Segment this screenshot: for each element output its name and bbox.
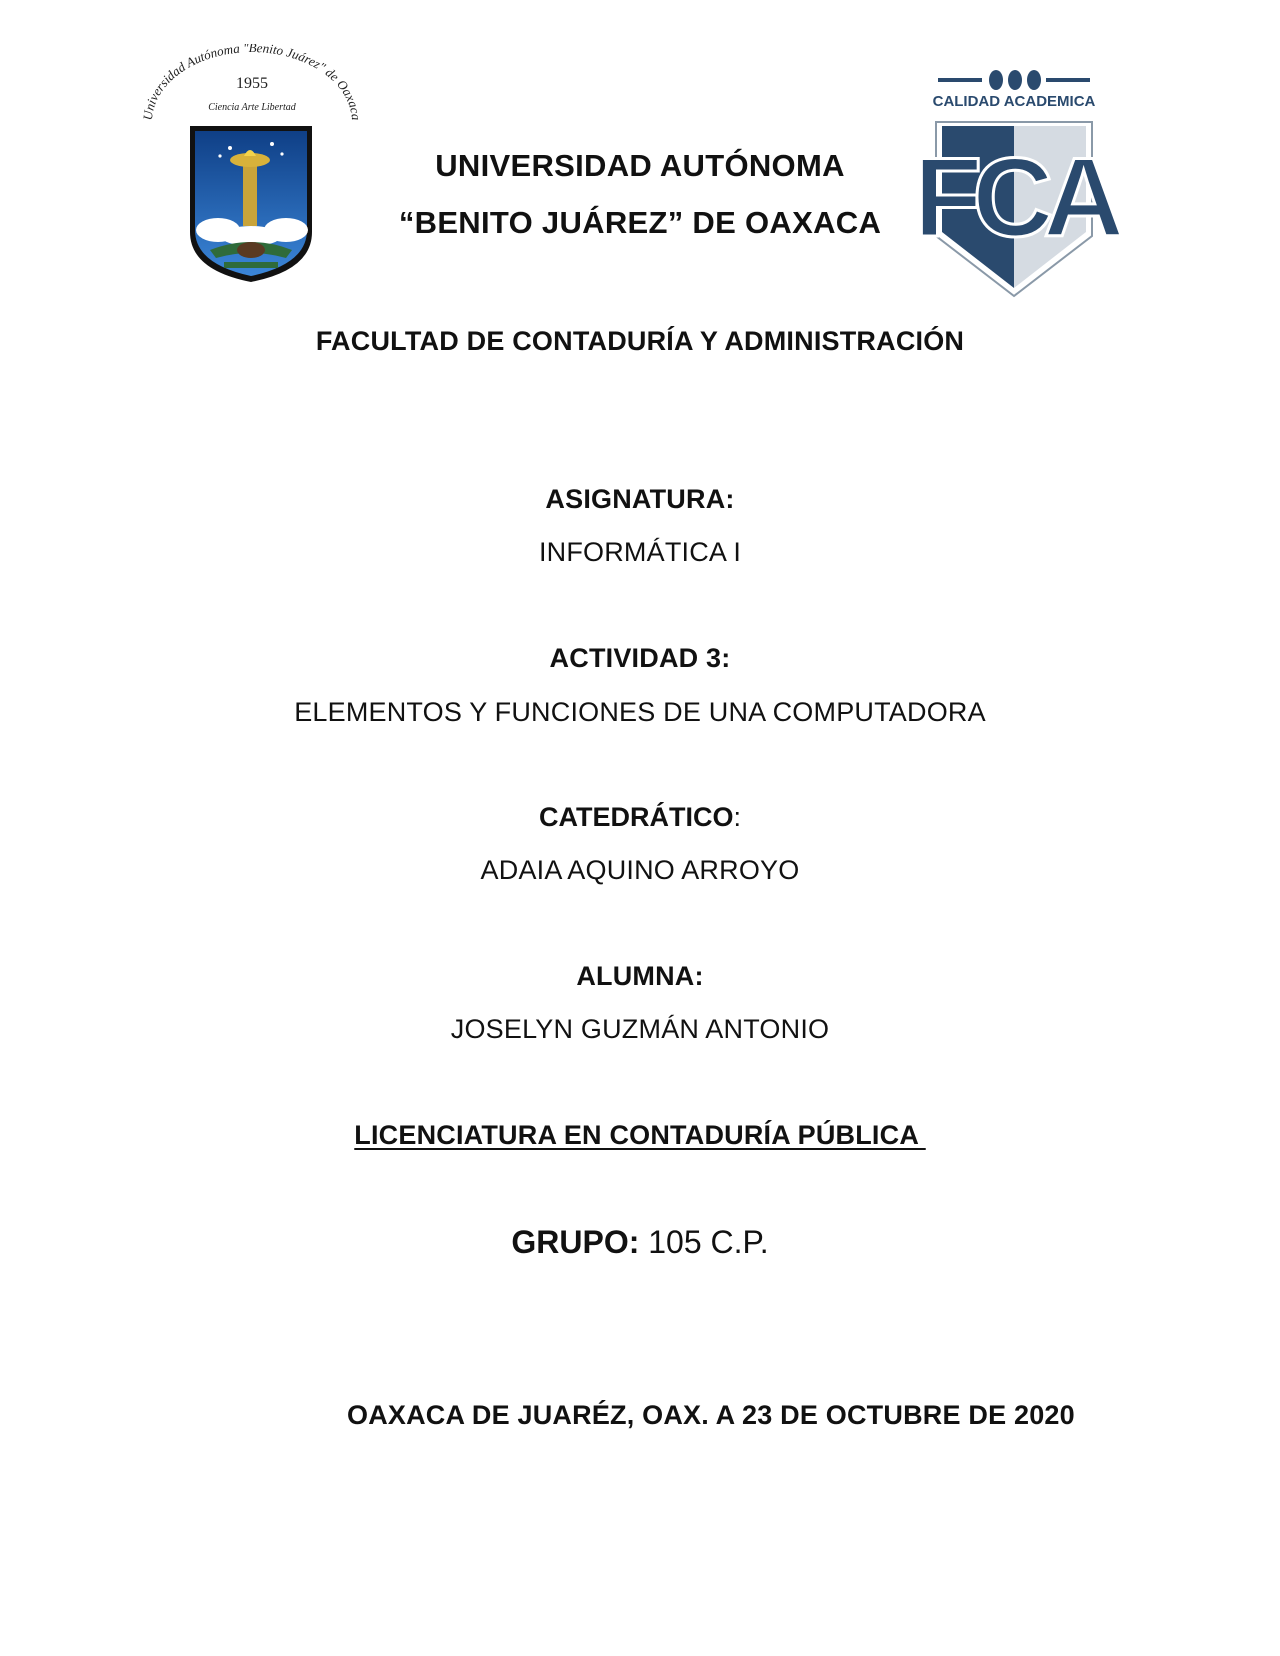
asignatura-value: INFORMÁTICA I	[538, 537, 742, 567]
asignatura-label: ASIGNATURA:	[545, 484, 735, 514]
grupo-value: 105 C.P.	[639, 1224, 769, 1260]
fca-logo-graphic	[913, 66, 1115, 296]
university-title-line2: “BENITO JUÁREZ” DE OAXACA	[398, 205, 882, 240]
grupo-row	[0, 1224, 1280, 1261]
licenciatura-row	[0, 1120, 1280, 1151]
licenciatura-name: LICENCIATURA EN CONTADURÍA PÚBLICA	[354, 1120, 926, 1150]
fca-badge-text: CALIDAD ACADEMICA	[932, 93, 1096, 110]
seal-arc-text: Universidad Autónoma "Benito Juárez" de Oaxaca	[140, 44, 364, 121]
catedratico-label-row	[0, 802, 1280, 833]
faculty-name: FACULTAD DE CONTADURÍA Y ADMINISTRACIÓN	[315, 326, 965, 356]
place-date-line: OAXACA DE JUARÉZ, OAX. A 23 DE OCTUBRE DE 2020	[347, 1400, 1075, 1430]
fca-calidad-academica-logo	[913, 66, 1115, 296]
alumna-label: ALUMNA:	[576, 961, 704, 991]
actividad-value: ELEMENTOS Y FUNCIONES DE UNA COMPUTADORA	[294, 697, 986, 727]
fca-letters: FCA	[913, 135, 1115, 260]
alumna-value: JOSELYN GUZMÁN ANTONIO	[450, 1014, 830, 1044]
seal-year: 1955	[236, 75, 268, 92]
grupo-label: GRUPO:	[511, 1224, 640, 1260]
catedratico-colon: :	[733, 802, 741, 832]
university-title-line1: UNIVERSIDAD AUTÓNOMA	[435, 148, 845, 183]
seal-motto: Ciencia Arte Libertad	[208, 102, 296, 113]
catedratico-label: CATEDRÁTICO	[539, 802, 734, 832]
catedratico-value: ADAIA AQUINO ARROYO	[480, 855, 800, 885]
actividad-label: ACTIVIDAD 3:	[549, 643, 731, 673]
